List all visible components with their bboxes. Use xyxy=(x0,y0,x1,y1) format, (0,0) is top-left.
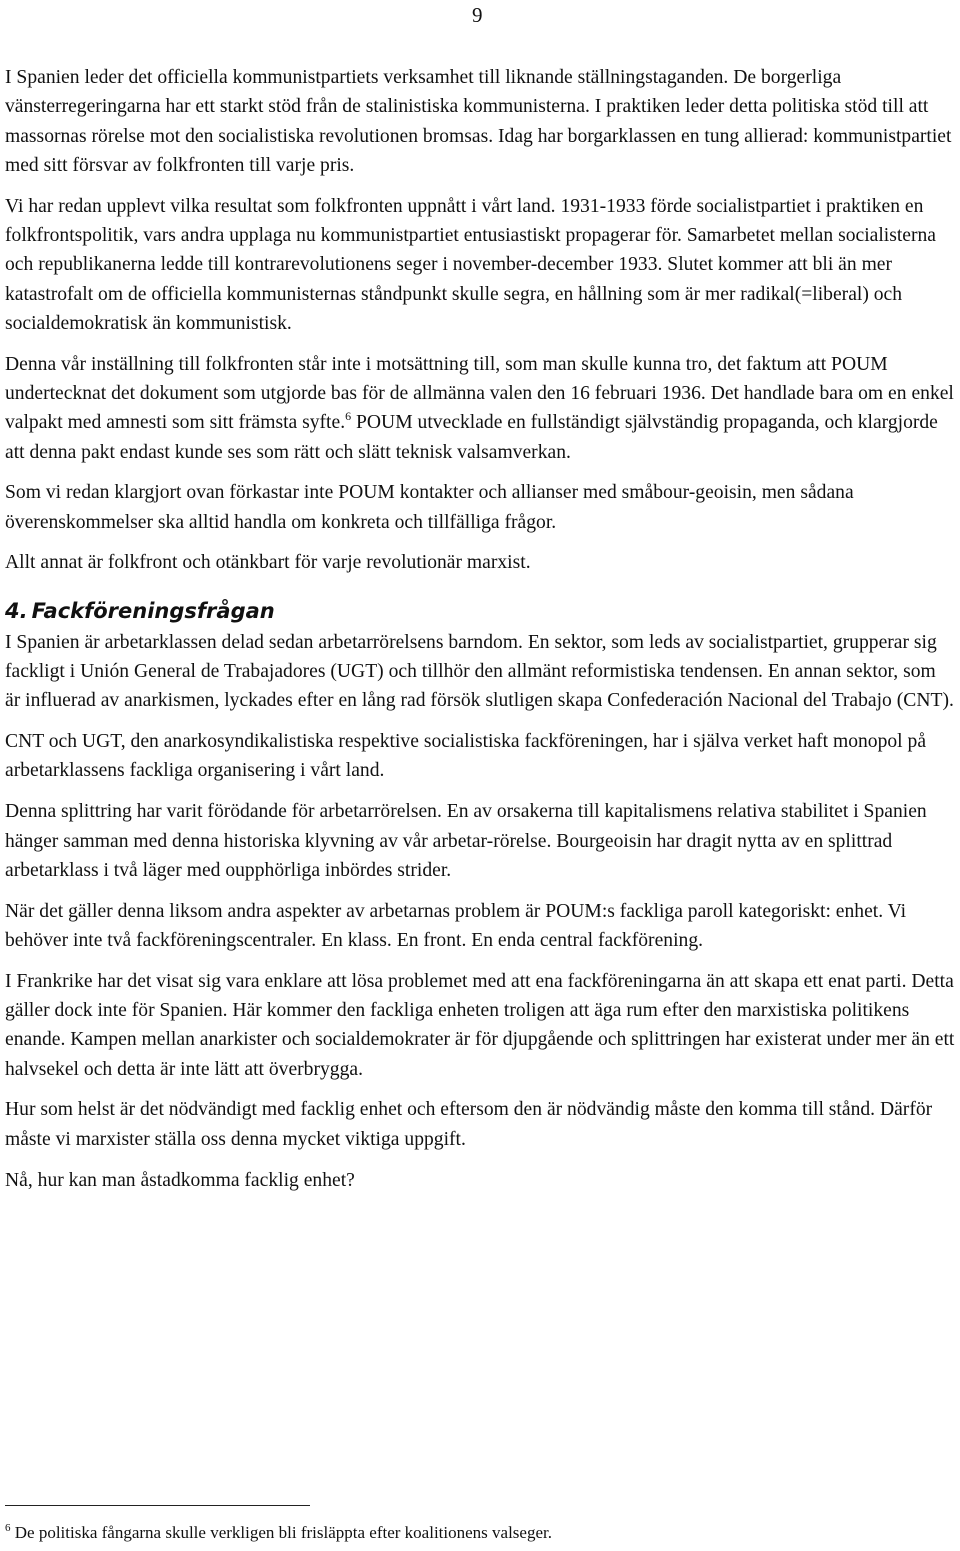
footnote-marker: 6 xyxy=(5,1522,11,1534)
paragraph: Allt annat är folkfront och otänkbart för varje revolutionär marxist. xyxy=(5,552,531,574)
paragraph: CNT och UGT, den anarkosyndikalistiska respektive socialistiska fackföreningen, har i själva verket haft monopol på arbetarklassens fackliga organisering i vårt land. xyxy=(5,731,927,782)
paragraph: I Spanien leder det officiella kommunistpartiets verksamhet till liknande ställningstaganden. De borgerliga vänsterregeringarna har ett starkt stöd från de stalinistiska kommunisterna. I praktiken leder detta politiska stöd till att massornas rörelse mot den socialistiska revolutionen bromsas. Idag har borgarklassen en tung allierad: kommunistpartiet med sitt försvar av folkfronten till varje pris. xyxy=(5,67,952,176)
paragraph: I Frankrike har det visat sig vara enklare att lösa problemet med att ena fackföreningarna än att skapa ett enat parti. Detta gäller dock inte för Spanien. Här kommer den fackliga enheten troligen att äga rum efter den marxistiska politikens enande. Kampen mellan anarkister och socialdemokrater är för djupgående och splittringen har existerat under mer än ett halvsekel och detta är inte lätt att överbrygga. xyxy=(5,970,955,1080)
paragraph-text: POUM utvecklade en fullständigt självständig propaganda, och klargjorde att denna pakt endast kunde ses som rätt och slätt teknisk valsamverkan. xyxy=(5,412,938,463)
paragraph-with-footnote xyxy=(5,350,955,467)
paragraph: När det gäller denna liksom andra aspekter av arbetarnas problem är POUM:s fackliga paroll kategoriskt: enhet. Vi behöver inte två fackföreningscentraler. En klass. En front. En enda central fackförening. xyxy=(5,900,907,951)
footnote xyxy=(5,1522,955,1544)
paragraph: Nå, hur kan man åstadkomma facklig enhet? xyxy=(5,1169,355,1191)
paragraph: Hur som helst är det nödvändigt med facklig enhet och eftersom den är nödvändig måste den komma till stånd. Därför måste vi marxister ställa oss denna mycket viktiga uppgift. xyxy=(5,1099,933,1150)
body-text xyxy=(5,63,955,1206)
paragraph: Denna splittring har varit förödande för arbetarrörelsen. En av orsakerna till kapitalismens relativa stabilitet i Spanien hänger samman med denna historiska klyvning av vår arbetar-rörelse. Bourgeoisin har dragit nytta av en splittrad arbetarklass i två läger med oupphörliga inbördes strider. xyxy=(5,801,927,881)
section-number: 4. xyxy=(5,598,28,623)
footnote-text: De politiska fångarna skulle verkligen bli frisläppta efter koalitionens valseger. xyxy=(10,1523,552,1542)
footnote-reference: 6 xyxy=(345,409,352,424)
section-heading xyxy=(5,596,955,626)
paragraph: Vi har redan upplevt vilka resultat som folkfronten uppnått i vårt land. 1931-1933 förde socialistpartiet i praktiken en folkfrontspolitik, vars andra upplaga nu kommunistpartiet entusiastiskt propagerar för. Samarbetet mellan socialisterna och republikanerna ledde till kontrarevolutionens seger i november-december 1933. Slutet kommer att bli än mer katastrofalt om de officiella kommunisternas ståndpunkt skulle segra, en hållning som är mer radikal(=liberal) och socialdemokratisk än kommunistisk. xyxy=(5,195,936,334)
paragraph: I Spanien är arbetarklassen delad sedan arbetarrörelsens barndom. En sektor, som leds av socialistpartiet, grupperar sig fackligt i Unión General de Trabajadores (UGT) och tillhör den allmänt reformistiska tendensen. En annan sektor, som är influerad av anarkismen, lyckades efter en lång rad försök slutligen skapa Confederación Nacional del Trabajo (CNT). xyxy=(5,631,954,712)
footnote-divider xyxy=(5,1505,310,1506)
paragraph-text: Denna vår inställning till folkfronten står inte i motsättning till, som man skulle kunna tro, det faktum att POUM undertecknat det dokument som utgjorde bas för de allmänna valen den 16 februari 1936. Det handlade bara om en enkel valpakt med amnesti som sitt främsta syfte. xyxy=(5,353,954,434)
paragraph: Som vi redan klargjort ovan förkastar inte POUM kontakter och allianser med småbour-geoisin, men sådana överenskommelser ska alltid handla om konkreta och tillfälliga frågor. xyxy=(5,482,854,533)
page-number: 9 xyxy=(472,3,483,27)
section-title: Fackföreningsfrågan xyxy=(31,598,275,623)
